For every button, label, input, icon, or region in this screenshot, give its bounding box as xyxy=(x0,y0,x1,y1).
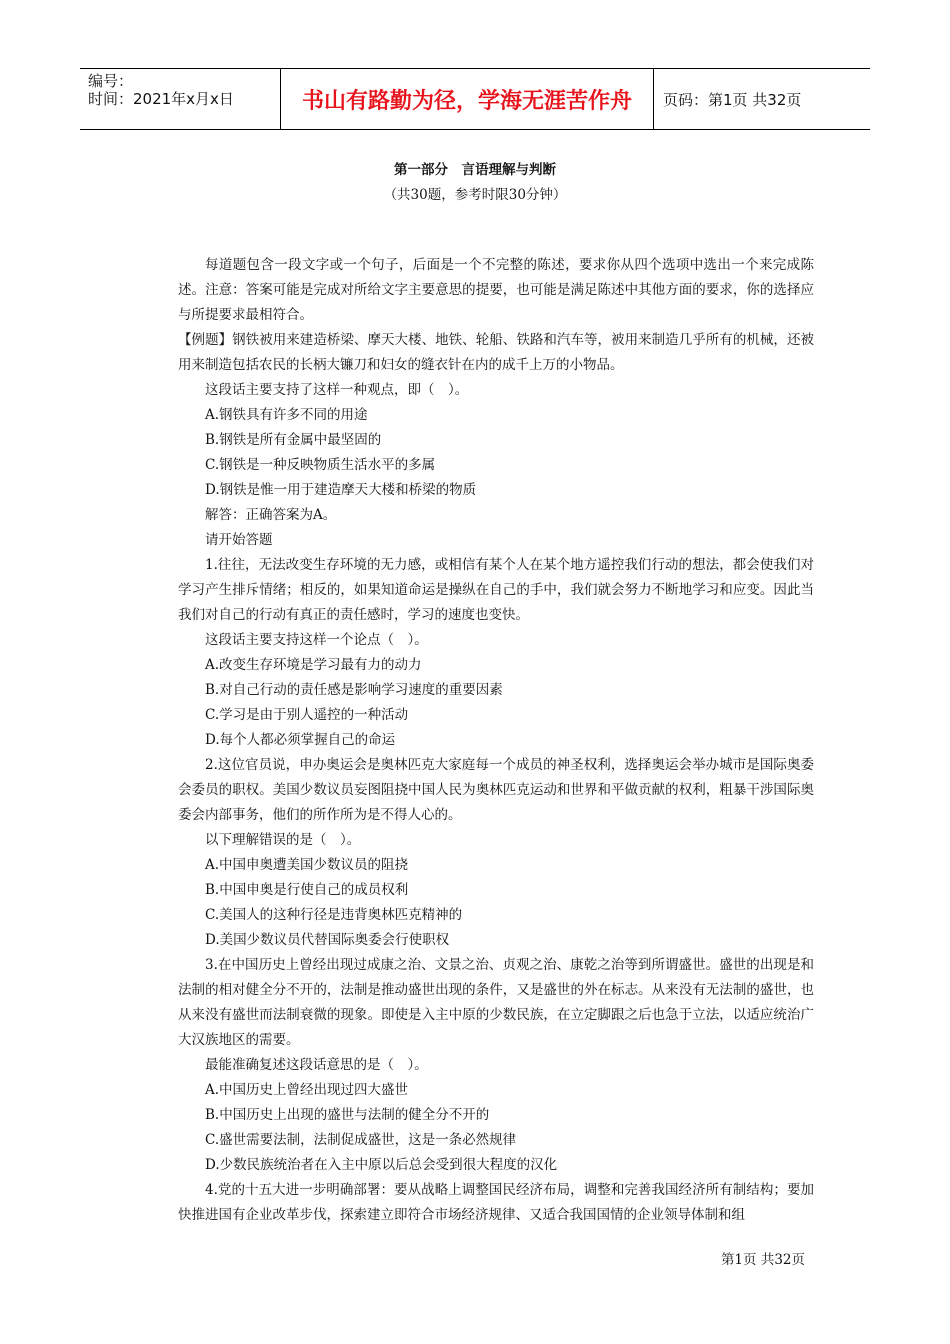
time-label: 时间：2021年x月x日 xyxy=(88,90,234,108)
instructions-paragraph: 每道题包含一段文字或一个句子，后面是一个不完整的陈述，要求你从四个选项中选出一个来完成陈述。注意：答案可能是完成对所给文字主要意思的提要，也可能是满足陈述中其他方面的要求，你的选择应与所提要求最相符合。 xyxy=(178,257,814,323)
answer-text: 解答：正确答案为A。 xyxy=(205,507,337,523)
question-1-prompt: 这段话主要支持这样一个论点（ ）。 xyxy=(205,632,428,648)
question-2-option-a: A.中国申奥遭美国少数议员的阻挠 xyxy=(205,857,409,873)
page-header xyxy=(80,68,870,130)
question-3-option-c: C.盛世需要法制，法制促成盛世，这是一条必然规律 xyxy=(205,1132,517,1148)
question-4: 4.党的十五大进一步明确部署：要从战略上调整国民经济布局，调整和完善我国经济所有制结构；要加快推进国有企业改革步伐，探索建立即符合市场经济规律、又适合我国国情的企业领导体制和组 xyxy=(178,1182,814,1223)
question-3-prompt: 最能准确复述这段话意思的是（ ）。 xyxy=(205,1057,428,1073)
header-meta xyxy=(80,69,281,129)
page-indicator xyxy=(663,69,870,129)
question-2-option-d: D.美国少数议员代替国际奥委会行使职权 xyxy=(205,932,450,948)
question-1-option-a: A.改变生存环境是学习最有力的动力 xyxy=(205,657,422,673)
question-prompt: 这段话主要支持了这样一种观点，即（ ）。 xyxy=(205,382,469,398)
option-d: D.钢铁是惟一用于建造摩天大楼和桥梁的物质 xyxy=(205,482,477,498)
document-body xyxy=(178,253,814,1228)
question-2-prompt: 以下理解错误的是（ ）。 xyxy=(205,832,361,848)
option-a: A.钢铁具有许多不同的用途 xyxy=(205,407,368,423)
example-question: 【例题】钢铁被用来建造桥梁、摩天大楼、地铁、轮船、铁路和汽车等，被用来制造几乎所有的机械，还被用来制造包括农民的长柄大镰刀和妇女的缝衣针在内的成千上万的小物品。 xyxy=(178,332,814,373)
question-2-option-c: C.美国人的这种行径是违背奥林匹克精神的 xyxy=(205,907,463,923)
start-prompt: 请开始答题 xyxy=(205,532,273,548)
question-3-option-d: D.少数民族统治者在入主中原以后总会受到很大程度的汉化 xyxy=(205,1157,558,1173)
question-3-option-b: B.中国历史上出现的盛世与法制的健全分不开的 xyxy=(205,1107,490,1123)
question-1-option-d: D.每个人都必须掌握自己的命运 xyxy=(205,732,396,748)
section-title: 第一部分 言语理解与判断 xyxy=(394,162,556,178)
question-1-option-b: B.对自己行动的责任感是影响学习速度的重要因素 xyxy=(205,682,503,698)
question-3: 3.在中国历史上曾经出现过成康之治、文景之治、贞观之治、康乾之治等到所谓盛世。盛世的出现是和法制的相对健全分不开的，法制是推动盛世出现的条件，又是盛世的外在标志。从来没有无法制的盛世，也从来没有盛世而法制衰微的现象。即使是入主中原的少数民族，在立定脚跟之后也急于立法，以适应统治广大汉族地区的需要。 xyxy=(178,957,814,1048)
question-1-option-c: C.学习是由于别人遥控的一种活动 xyxy=(205,707,409,723)
page-indicator-text: 页码：第1页 共32页 xyxy=(663,90,802,109)
question-2-option-b: B.中国申奥是行使自己的成员权利 xyxy=(205,882,409,898)
question-2: 2.这位官员说，申办奥运会是奥林匹克大家庭每一个成员的神圣权利，选择奥运会举办城市是国际奥委会委员的职权。美国少数议员妄图阻挠中国人民为奥林匹克运动和世界和平做贡献的权利，粗暴干涉国际奥委会内部事务，他们的所作所为是不得人心的。 xyxy=(178,757,814,823)
option-b: B.钢铁是所有金属中最坚固的 xyxy=(205,432,382,448)
option-c: C.钢铁是一种反映物质生活水平的多属 xyxy=(205,457,436,473)
question-1: 1.往往，无法改变生存环境的无力感，或相信有某个人在某个地方遥控我们行动的想法，都会使我们对学习产生排斥情绪；相反的，如果知道命运是操纵在自己的手中，我们就会努力不断地学习和应变。因此当我们对自己的行动有真正的责任感时，学习的速度也变快。 xyxy=(178,557,814,623)
serial-label: 编号： xyxy=(88,72,134,90)
question-3-option-a: A.中国历史上曾经出现过四大盛世 xyxy=(205,1082,409,1098)
motto-banner: 书山有路勤为径，学海无涯苦作舟 xyxy=(281,69,654,129)
section-subtitle: （共30题，参考时限30分钟） xyxy=(383,187,567,203)
page-footer: 第1页 共32页 xyxy=(720,1252,805,1268)
